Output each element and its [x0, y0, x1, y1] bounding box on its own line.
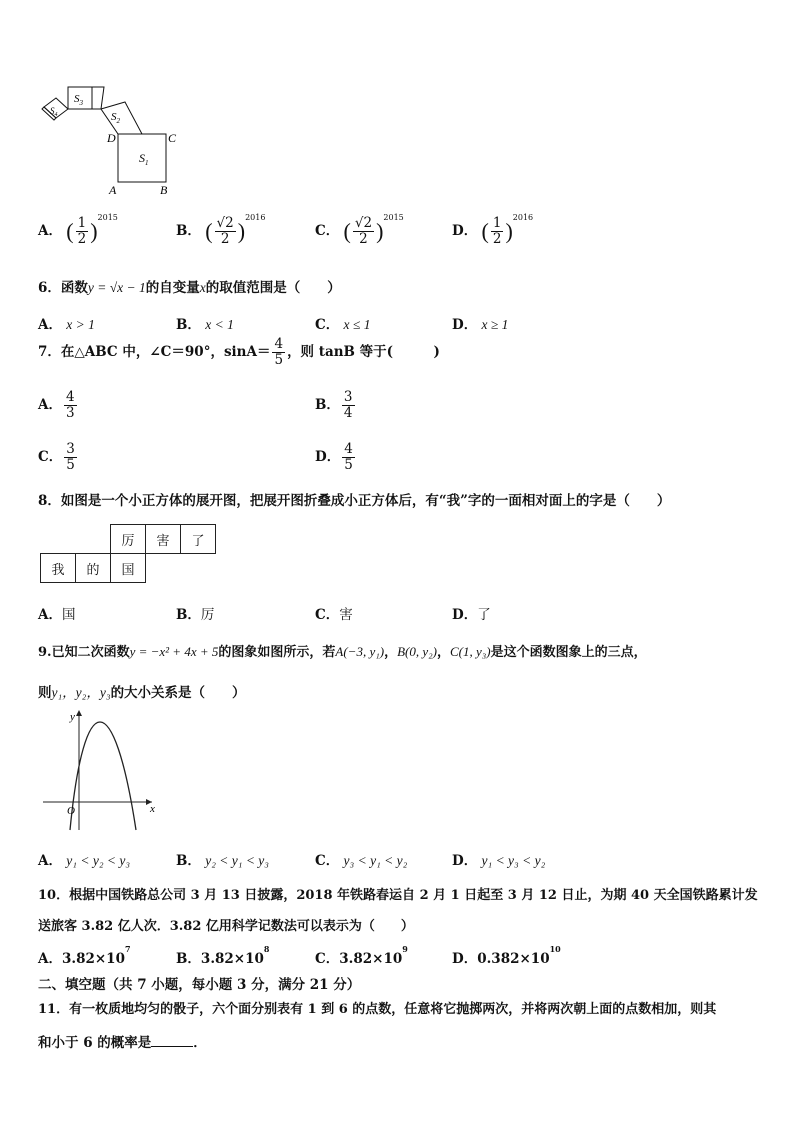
q10-option-d[interactable]: D．$0.382\times 10^{10}$ — [452, 944, 561, 967]
q8-option-b[interactable]: B．厉 — [176, 607, 215, 623]
net-cell: 害 — [146, 525, 181, 554]
q11-stem-line2: 和小于 6 的概率是 ． — [38, 1035, 207, 1051]
section-heading: 二、填空题（共 7 小题，每小题 3 分，满分 21 分） — [38, 977, 361, 993]
q8-stem: 8．如图是一个小正方体的展开图，把展开图折叠成小正方体后，有“我”字的一面相对面上的字是（ ） — [38, 493, 671, 509]
q7-option-c[interactable]: C． $\frac{3}{5}$ — [38, 441, 75, 473]
parabola-svg — [40, 706, 164, 832]
net-cell: 的 — [76, 554, 111, 583]
net-cell: 国 — [111, 554, 146, 583]
label-D: D — [107, 131, 116, 145]
q9-option-d[interactable]: D． y₁ < y₃ < y₂ — [452, 853, 546, 869]
q9-option-a[interactable]: A． y₁ < y₂ < y₃ — [38, 853, 131, 869]
cube-net — [40, 524, 216, 583]
q9-stem: 9.已知二次函数y = −x² + 4x + 5的图象如图所示，若A(−3, y₁)，B(0, y₂)，C(1, y₃)是这个函数图象上的三点， — [38, 644, 647, 660]
svg-text:S1: $S_1$ — [139, 151, 149, 167]
q10-stem-line1: 10．根据中国铁路总公司 3 月 13 日披露，2018 年铁路春运自 2 月 1 日起至 3 月 12 日止，为期 40 天全国铁路累计发 — [38, 888, 758, 903]
q6-option-b[interactable]: B． x < 1 — [176, 317, 234, 333]
svg-text:S4: $S_4$ — [50, 106, 58, 118]
q8-option-d[interactable]: D．了 — [452, 607, 491, 623]
q8-option-c[interactable]: C．害 — [315, 607, 353, 623]
parabola-graph — [40, 706, 164, 836]
q7-option-b[interactable]: B． $\frac{3}{4}$ — [315, 389, 353, 421]
q5-option-d[interactable]: D． ( $\frac{1}{2}$ )$^{2016}$ — [452, 213, 534, 247]
net-cell: 我 — [41, 554, 76, 583]
q10-option-c[interactable]: C．$3.82\times 10^9$ — [315, 944, 408, 967]
q10-option-b[interactable]: B．$3.82\times 10^8$ — [176, 944, 270, 967]
q7-option-a[interactable]: A． $\frac{4}{3}$ — [38, 389, 75, 421]
q11-stem-line1: 11．有一枚质地均匀的骰子，六个面分别表有 1 到 6 的点数，任意将它抛掷两次，并将两次朝上面的点数相加，则其 — [38, 1002, 717, 1017]
net-cell: 厉 — [111, 525, 146, 554]
q7-option-d[interactable]: D． $\frac{4}{5}$ — [315, 441, 353, 473]
q7-stem: 7．在△ABC 中，∠C＝90°，sinA＝ $\frac{4}{5}$ ，则 tanB 等于( ) — [38, 336, 440, 368]
q9-option-c[interactable]: C． y₃ < y₁ < y₂ — [315, 853, 408, 869]
q10-option-a[interactable]: A．$3.82\times 10^7$ — [38, 944, 131, 967]
q5-figure — [36, 78, 186, 200]
q9-option-b[interactable]: B． y₂ < y₁ < y₃ — [176, 853, 269, 869]
svg-text:x: x — [150, 803, 155, 815]
label-C: C — [168, 131, 177, 145]
q8-option-a[interactable]: A．国 — [38, 607, 76, 623]
label-B: B — [160, 183, 168, 197]
svg-text:S3: $S_3$ — [74, 93, 83, 107]
label-A: A — [109, 183, 117, 197]
svg-text:y: y — [70, 711, 75, 723]
q5-option-b[interactable]: B． ( $\frac{√2}{2}$ )$^{2016}$ — [176, 213, 266, 247]
answer-blank[interactable] — [151, 1034, 193, 1047]
q6-option-c[interactable]: C． x ≤ 1 — [315, 317, 371, 333]
q6-option-d[interactable]: D． x ≥ 1 — [452, 317, 509, 333]
q5-option-c[interactable]: C． ( $\frac{√2}{2}$ )$^{2015}$ — [315, 213, 404, 247]
q6-option-a[interactable]: A． x > 1 — [38, 317, 95, 333]
square-s2-shape — [101, 102, 142, 134]
svg-text:O: O — [67, 805, 75, 817]
squares-figure — [36, 78, 186, 200]
net-cell: 了 — [181, 525, 216, 554]
q10-stem-line2: 送旅客 3.82 亿人次．3.82 亿用科学记数法可以表示为（ ） — [38, 919, 414, 934]
svg-text:S2: $S_2$ — [111, 111, 120, 125]
q9-stem-line2: 则y₁，y₂，y₃的大小关系是（ ） — [38, 685, 246, 701]
q5-option-a[interactable]: A． ( $\frac{1}{2}$ )$^{2015}$ — [38, 213, 118, 247]
q6-stem: 6．函数y = √x − 1的自变量x的取值范围是（ ） — [38, 280, 341, 296]
